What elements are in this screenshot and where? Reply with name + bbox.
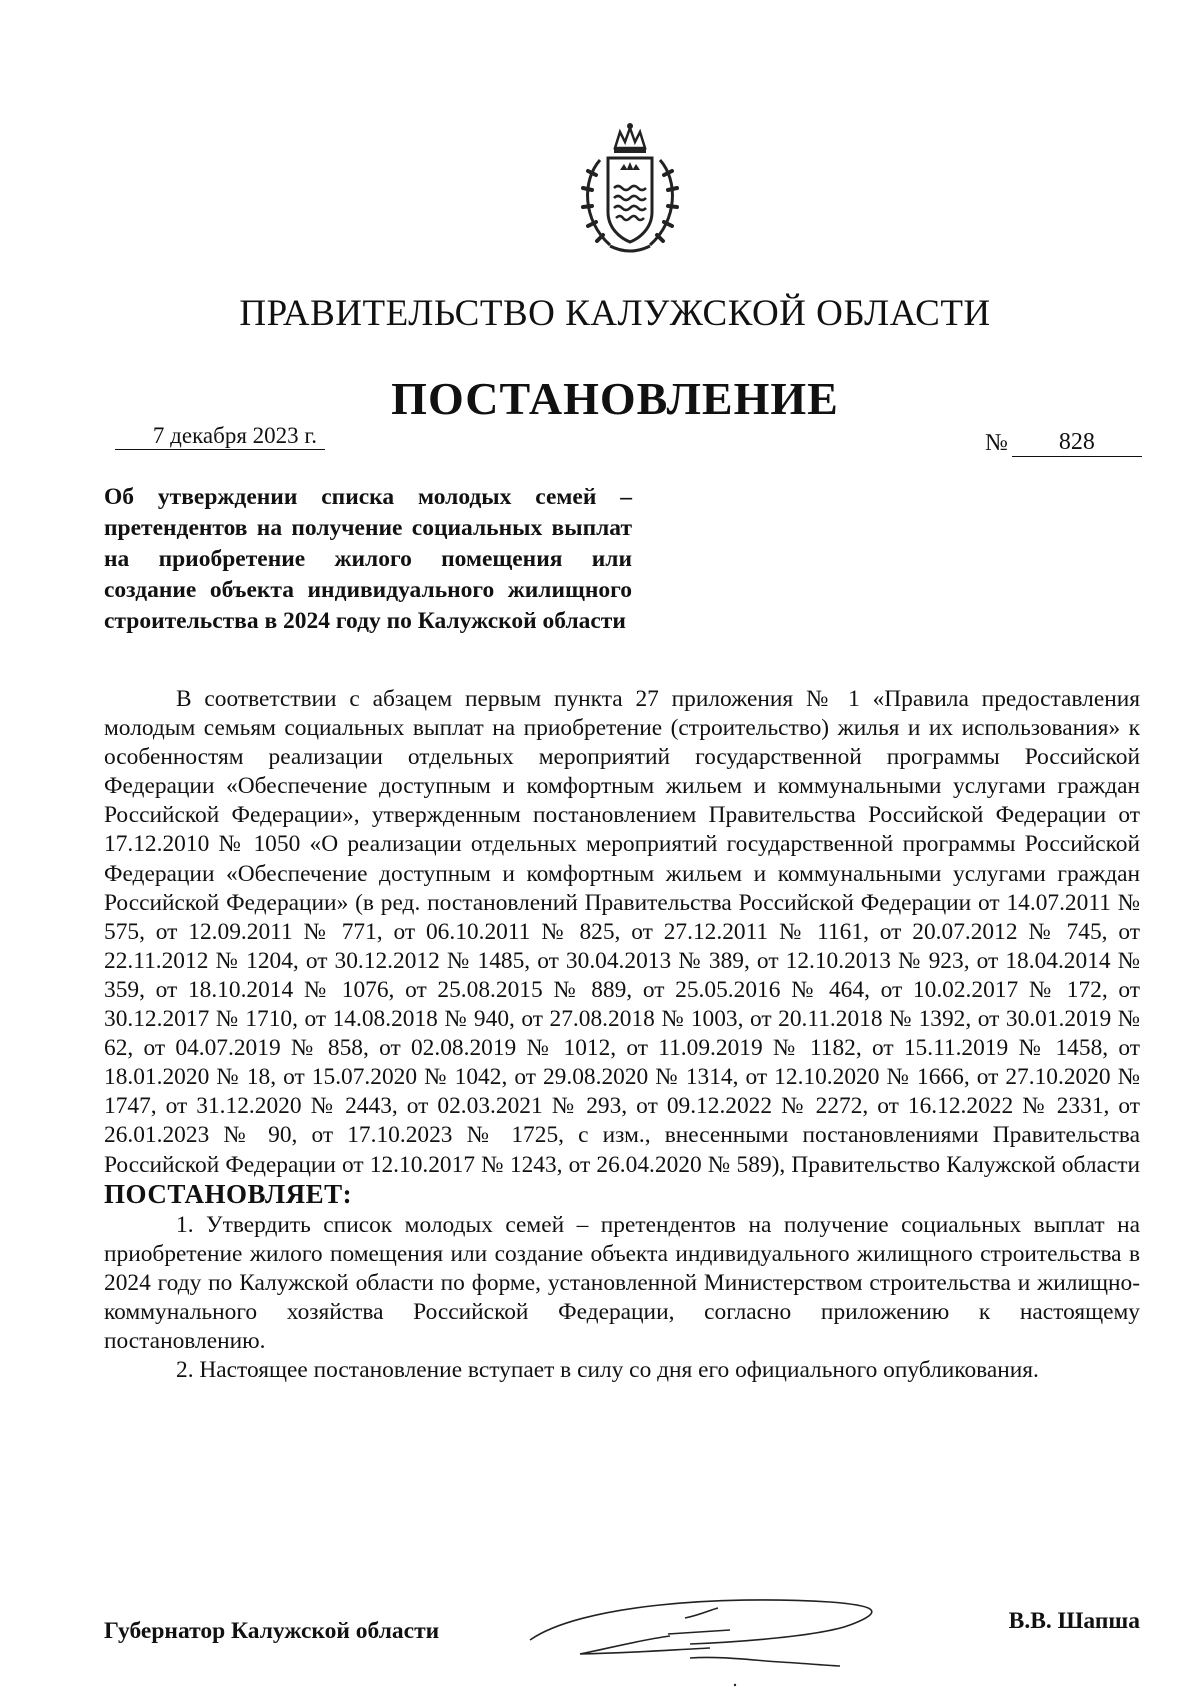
document-type-title: ПОСТАНОВЛЕНИЕ	[391, 373, 839, 424]
document-date: 7 декабря 2023 г.	[115, 423, 325, 450]
government-name: ПРАВИТЕЛЬСТВО КАЛУЖСКОЙ ОБЛАСТИ	[239, 293, 991, 334]
item-1-paragraph: 1. Утвердить список молодых семей – претендентов на получение социальных выплат на приобретение жилого помещения или создание объекта индивидуального жилищного строительства в 2024 году по Калужской области по форме, установленной Министерством строительства и жилищно-коммунального хозяйства Российской Федерации, согласно приложению к настоящему постановлению.	[104, 1211, 1140, 1355]
preamble-paragraph	[104, 685, 1140, 1211]
document-subject: Об утверждении списка молодых семей – претендентов на получение социальных выплат на приобретение жилого помещения или создание объекта индивидуального жилищного строительства в 2024 году по Калужской области	[104, 484, 632, 634]
number-sign: №	[985, 430, 1008, 456]
document-number	[985, 429, 1142, 457]
number-value: 828	[1012, 429, 1142, 457]
item-2-paragraph: 2. Настоящее постановление вступает в силу со дня его официального опубликования.	[176, 1357, 1039, 1384]
handwritten-signature-icon	[520, 1570, 920, 1690]
signer-title: Губернатор Калужской области	[104, 1618, 440, 1644]
document-body	[104, 685, 1140, 1385]
coat-of-arms-icon	[570, 120, 690, 260]
signer-name: В.В. Шапша	[1008, 1608, 1140, 1634]
resolves-word: ПОСТАНОВЛЯЕТ:	[104, 1178, 353, 1209]
preamble-text: В соответствии с абзацем первым пункта 27 приложения № 1 «Правила предоставления молодым семьям социальных выплат на приобретение (строительство) жилья и их использования» к особенностям реализации отдельных мероприятий государственной программы Российской Федерации «Обеспечение доступным и комфортным жильем и коммунальными услугами граждан Российской Федерации», утвержденным постановлением Правительства Российской Федерации от 17.12.2010 № 1050 «О реализации отдельных мероприятий государственной программы Российской Федерации «Обеспечение доступным и комфортным жильем и коммунальными услугами граждан Российской Федерации» (в ред. постановлений Правительства Российской Федерации от 14.07.2011 № 575, от 12.09.2011 № 771, от 06.10.2011 № 825, от 27.12.2011 № 1161, от 20.07.2012 № 745, от 22.11.2012 № 1204, от 30.12.2012 № 1485, от 30.04.2013 № 389, от 12.10.2013 № 923, от 18.04.2014 № 359, от 18.10.2014 № 1076, от 25.08.2015 № 889, от 25.05.2016 № 464, от 10.02.2017 № 172, от 30.12.2017 № 1710, от 14.08.2018 № 940, от 27.08.2018 № 1003, от 20.11.2018 № 1392, от 30.01.2019 № 62, от 04.07.2019 № 858, от 02.08.2019 № 1012, от 11.09.2019 № 1182, от 15.11.2019 № 1458, от 18.01.2020 № 18, от 15.07.2020 № 1042, от 29.08.2020 № 1314, от 12.10.2020 № 1666, от 27.10.2020 № 1747, от 31.12.2020 № 2443, от 02.03.2021 № 293, от 09.12.2022 № 2272, от 16.12.2022 № 2331, от 26.01.2023 № 90, от 17.10.2023 № 1725, с изм., внесенными постановлениями Правительства Российской Федерации от 12.10.2017 № 1243, от 26.04.2020 № 589), Правительство Калужской области	[104, 686, 1140, 1178]
